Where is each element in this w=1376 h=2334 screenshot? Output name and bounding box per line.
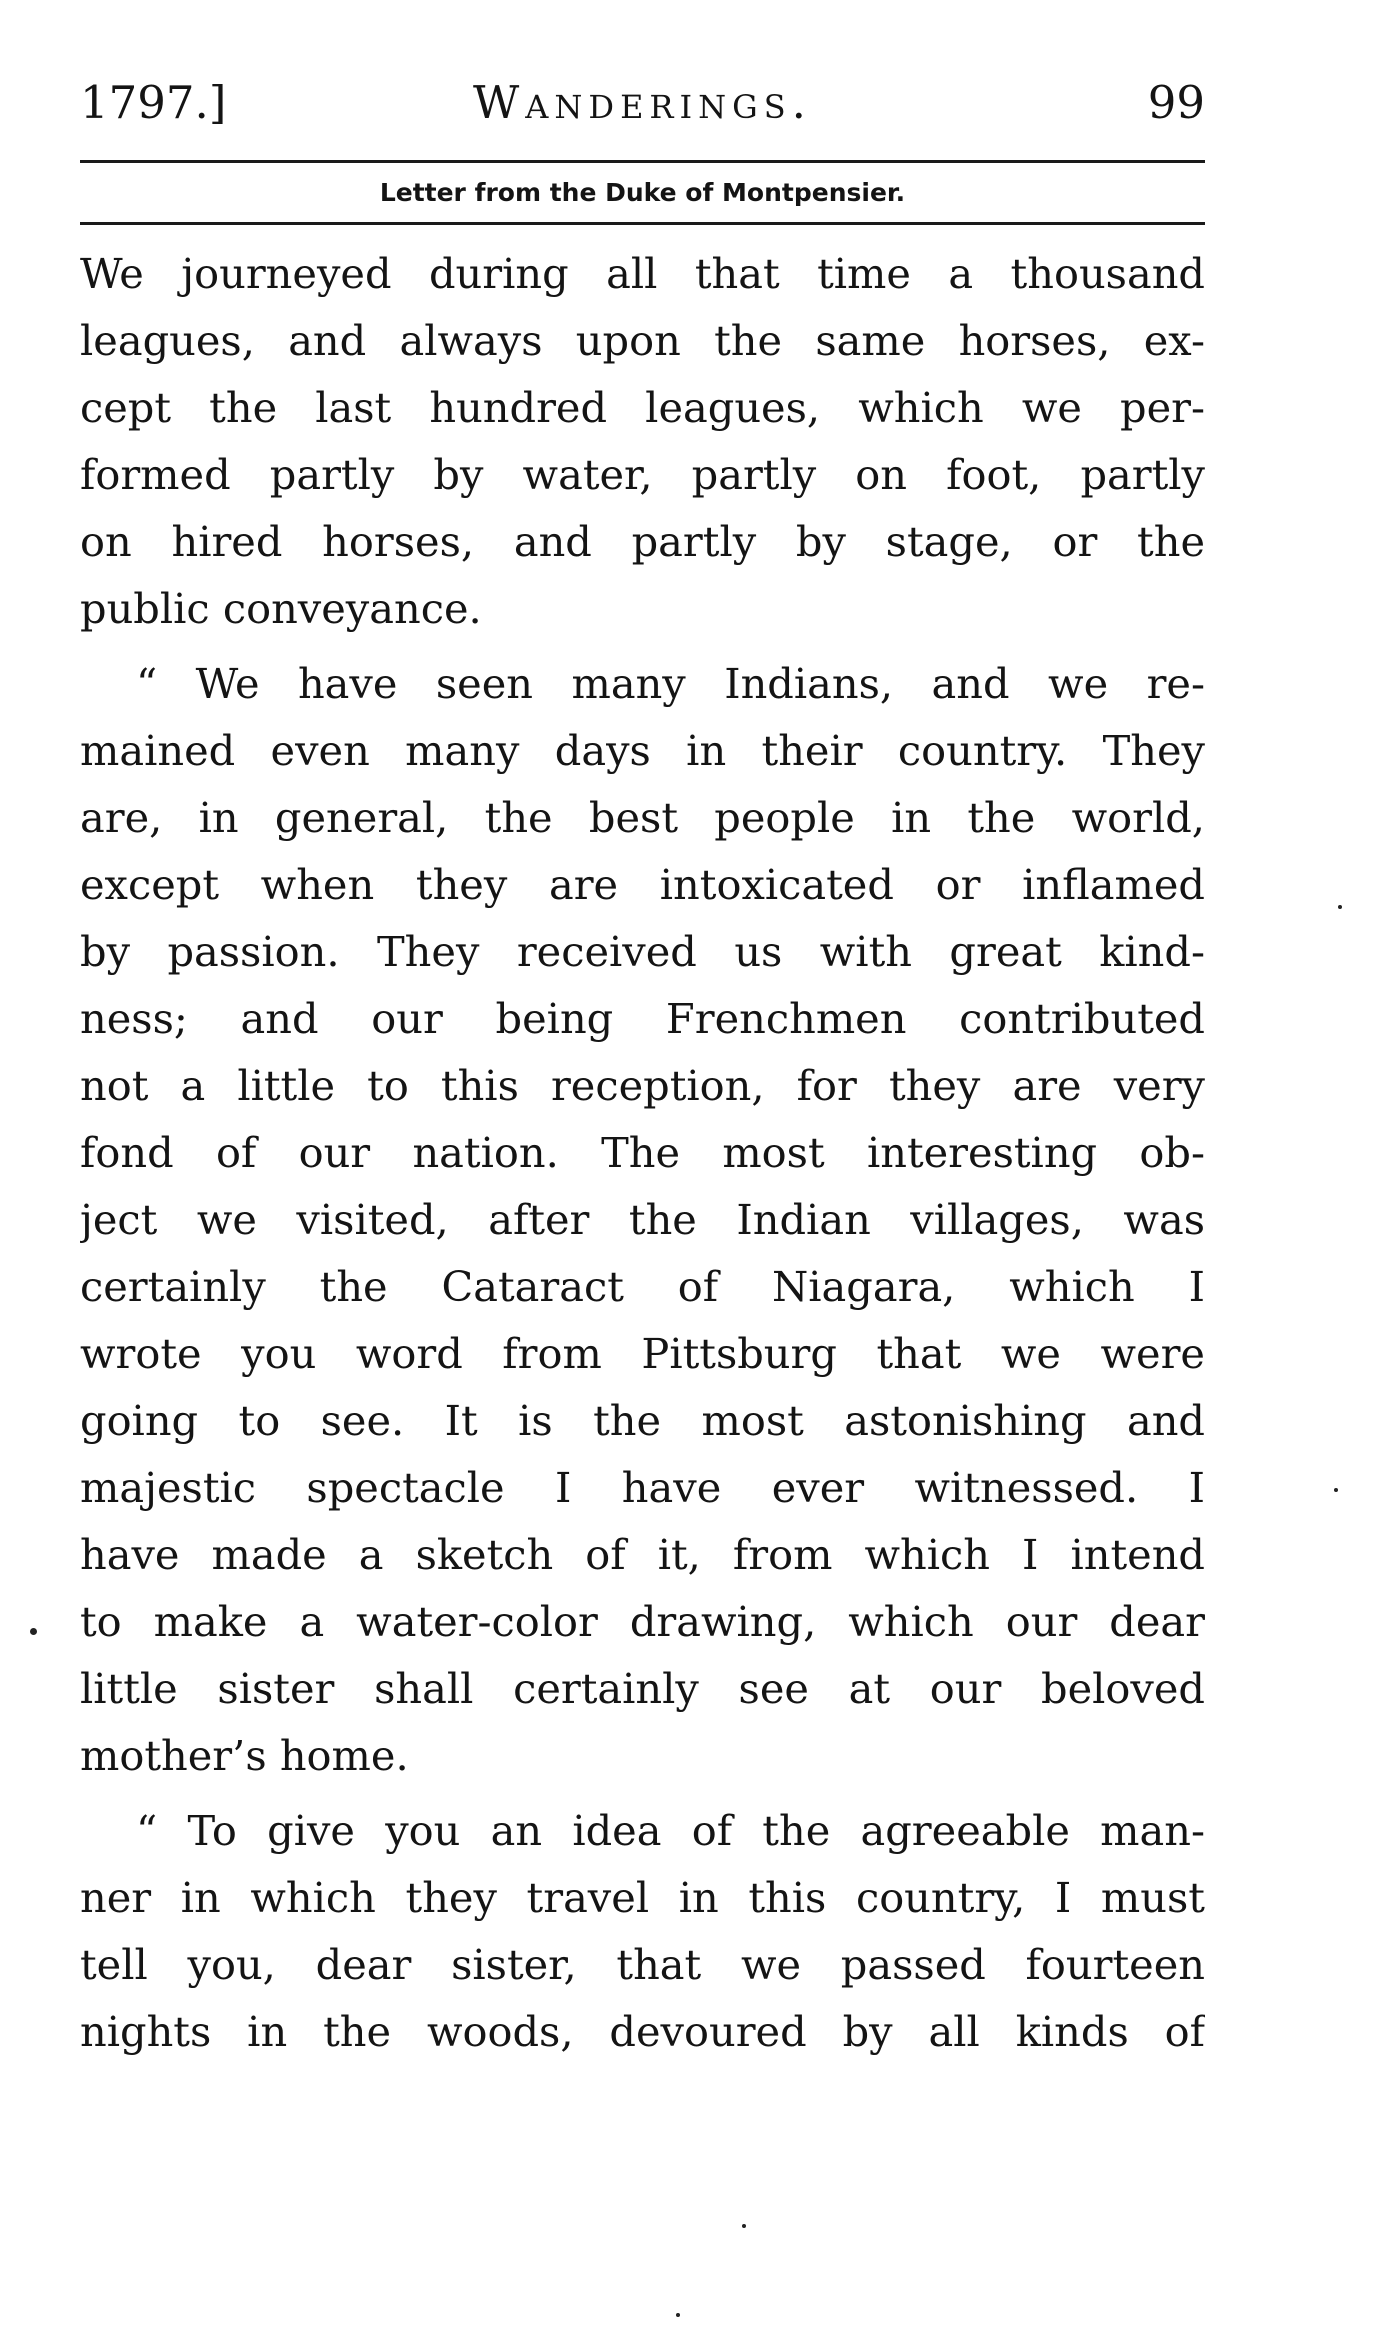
text-line: not a little to this reception, for they are very <box>80 1061 1205 1110</box>
text-line: except when they are intoxicated or inflamed <box>80 860 1205 909</box>
paragraph-gap <box>80 642 1205 650</box>
text-line: leagues, and always upon the same horses, ex- <box>80 316 1205 365</box>
running-head-title: Wanderings. <box>473 76 812 129</box>
paragraph <box>80 240 1205 642</box>
text-line: on hired horses, and partly by stage, or the <box>80 517 1205 566</box>
text-line: going to see. It is the most astonishing and <box>80 1396 1205 1445</box>
text-line: certainly the Cataract of Niagara, which I <box>80 1262 1205 1311</box>
text-line: ject we visited, after the Indian villages, was <box>80 1195 1205 1244</box>
text-line: to make a water-color drawing, which our dear <box>80 1597 1205 1646</box>
print-speck <box>1334 1488 1338 1492</box>
text-line: cept the last hundred leagues, which we per- <box>80 383 1205 432</box>
text-line: majestic spectacle I have ever witnessed. I <box>80 1463 1205 1512</box>
text-line: have made a sketch of it, from which I intend <box>80 1530 1205 1579</box>
print-speck <box>1338 905 1342 909</box>
text-line: We journeyed during all that time a thousand <box>80 249 1205 298</box>
paragraph-gap <box>80 1789 1205 1797</box>
text-line: formed partly by water, partly on foot, partly <box>80 450 1205 499</box>
text-line: “ To give you an idea of the agreeable man- <box>136 1806 1205 1855</box>
text-line: little sister shall certainly see at our beloved <box>80 1664 1205 1713</box>
text-line: ner in which they travel in this country, I must <box>80 1873 1205 1922</box>
text-line: fond of our nation. The most interesting ob- <box>80 1128 1205 1177</box>
running-head-year: 1797.] <box>80 76 227 129</box>
text-line: public conveyance. <box>80 584 482 633</box>
text-line: wrote you word from Pittsburg that we were <box>80 1329 1205 1378</box>
text-line: mother’s home. <box>80 1731 409 1780</box>
paragraph <box>80 650 1205 1789</box>
print-speck <box>30 1628 37 1635</box>
print-speck <box>676 2313 680 2317</box>
print-speck <box>742 2224 746 2228</box>
page-number: 99 <box>1147 76 1205 129</box>
running-head <box>80 68 1205 138</box>
paragraph <box>80 1797 1205 2065</box>
text-line: are, in general, the best people in the world, <box>80 793 1205 842</box>
text-line: tell you, dear sister, that we passed fourteen <box>80 1940 1205 1989</box>
text-line: nights in the woods, devoured by all kinds of <box>80 2007 1205 2056</box>
section-subheading: Letter from the Duke of Montpensier. <box>379 178 906 207</box>
header-rule-top <box>80 160 1205 163</box>
text-line: “ We have seen many Indians, and we re- <box>136 659 1205 708</box>
text-line: mained even many days in their country. They <box>80 726 1205 775</box>
text-line: by passion. They received us with great kind- <box>80 927 1205 976</box>
body-text <box>80 240 1205 2065</box>
text-line: ness; and our being Frenchmen contributed <box>80 994 1205 1043</box>
header-rule-bottom <box>80 222 1205 225</box>
